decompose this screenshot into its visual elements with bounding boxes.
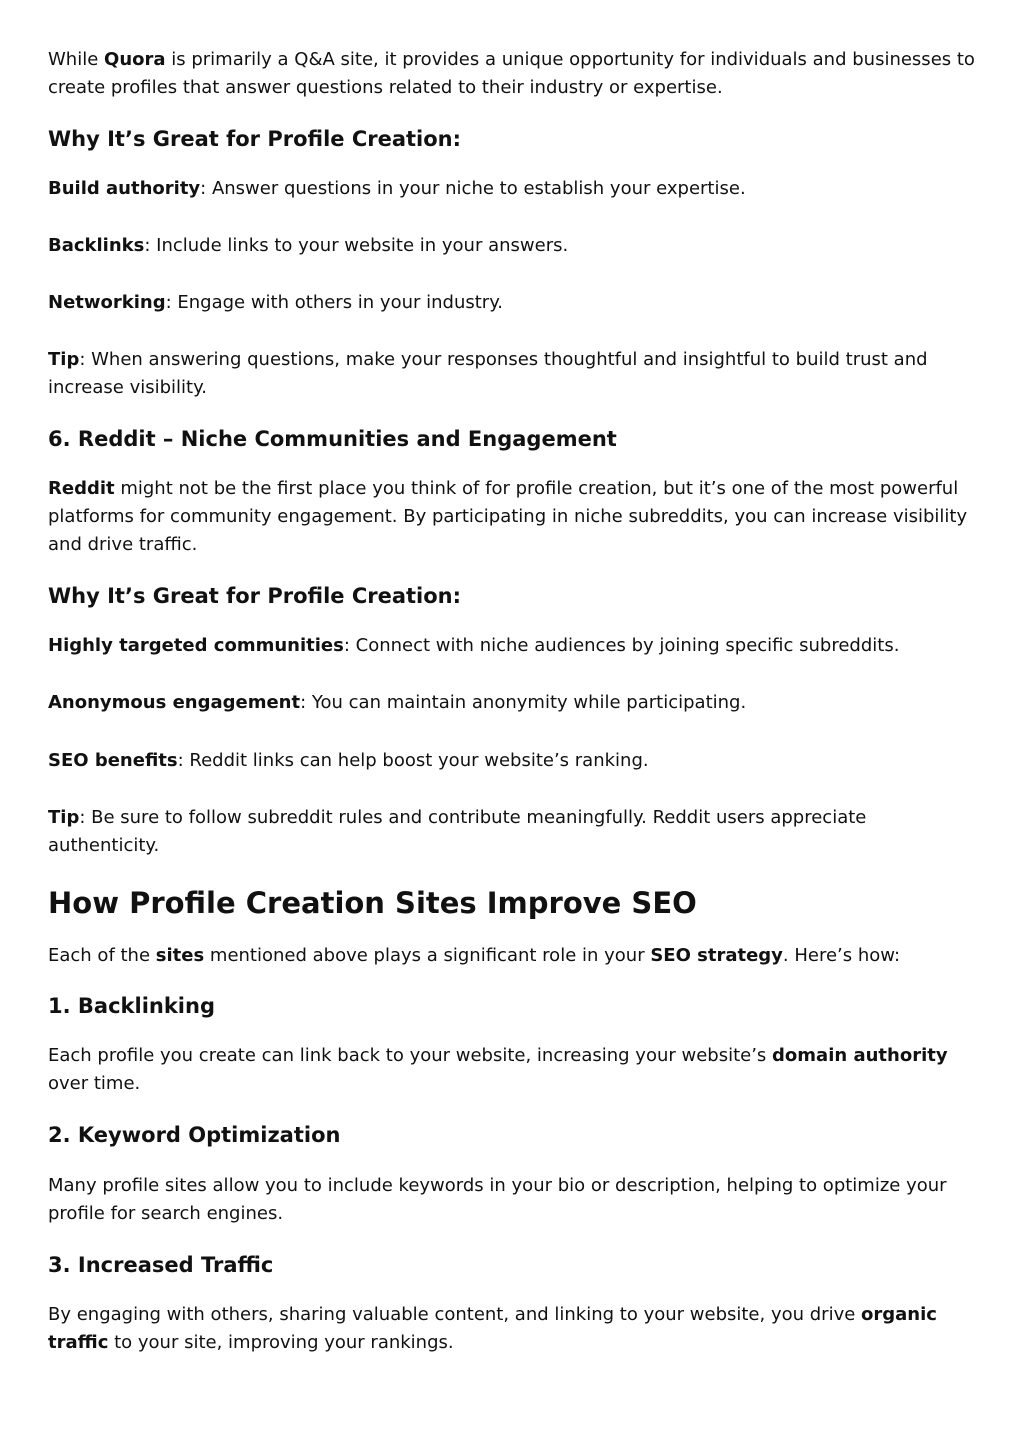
increased-traffic-paragraph: By engaging with others, sharing valuable content, and linking to your website, you drive organic traffic to your site, improving your rankings. [48, 1304, 937, 1353]
quora-tip: Tip: When answering questions, make your responses thoughtful and insightful to build trust and increase visibility. [48, 349, 928, 398]
reddit-heading: 6. Reddit – Niche Communities and Engagement [48, 427, 617, 451]
quora-intro-paragraph: While Quora is primarily a Q&A site, it provides a unique opportunity for individuals and businesses to create profiles that answer questions related to their industry or expertise. [48, 49, 975, 98]
reddit-intro-paragraph: Reddit might not be the first place you think of for profile creation, but it’s one of the most powerful platforms for community engagement. By participating in niche subreddits, you can increase visibility and drive traffic. [48, 478, 968, 555]
backlinking-heading: 1. Backlinking [48, 994, 215, 1018]
seo-section-heading: How Profile Creation Sites Improve SEO [48, 886, 697, 920]
keyword-optimization-paragraph: Many profile sites allow you to include keywords in your bio or description, helping to optimize your profile for search engines. [48, 1175, 947, 1224]
increased-traffic-heading: 3. Increased Traffic [48, 1253, 274, 1277]
reddit-point-targeted-communities: Highly targeted communities: Connect with niche audiences by joining specific subreddits. [48, 635, 900, 656]
reddit-point-anonymous-engagement: Anonymous engagement: You can maintain anonymity while participating. [48, 692, 747, 713]
quora-bold: Quora [104, 49, 166, 70]
keyword-optimization-heading: 2. Keyword Optimization [48, 1123, 341, 1147]
reddit-tip: Tip: Be sure to follow subreddit rules and contribute meaningfully. Reddit users appreciate authenticity. [48, 807, 867, 856]
reddit-why-heading: Why It’s Great for Profile Creation: [48, 584, 462, 608]
quora-point-backlinks: Backlinks: Include links to your website in your answers. [48, 235, 569, 256]
backlinking-paragraph: Each profile you create can link back to your website, increasing your website’s domain authority over time. [48, 1045, 948, 1094]
quora-point-networking: Networking: Engage with others in your industry. [48, 292, 504, 313]
quora-point-build-authority: Build authority: Answer questions in your niche to establish your expertise. [48, 178, 746, 199]
seo-intro-paragraph: Each of the sites mentioned above plays a significant role in your SEO strategy. Here’s how: [48, 945, 901, 966]
quora-why-heading: Why It’s Great for Profile Creation: [48, 127, 462, 151]
reddit-point-seo-benefits: SEO benefits: Reddit links can help boost your website’s ranking. [48, 750, 649, 771]
